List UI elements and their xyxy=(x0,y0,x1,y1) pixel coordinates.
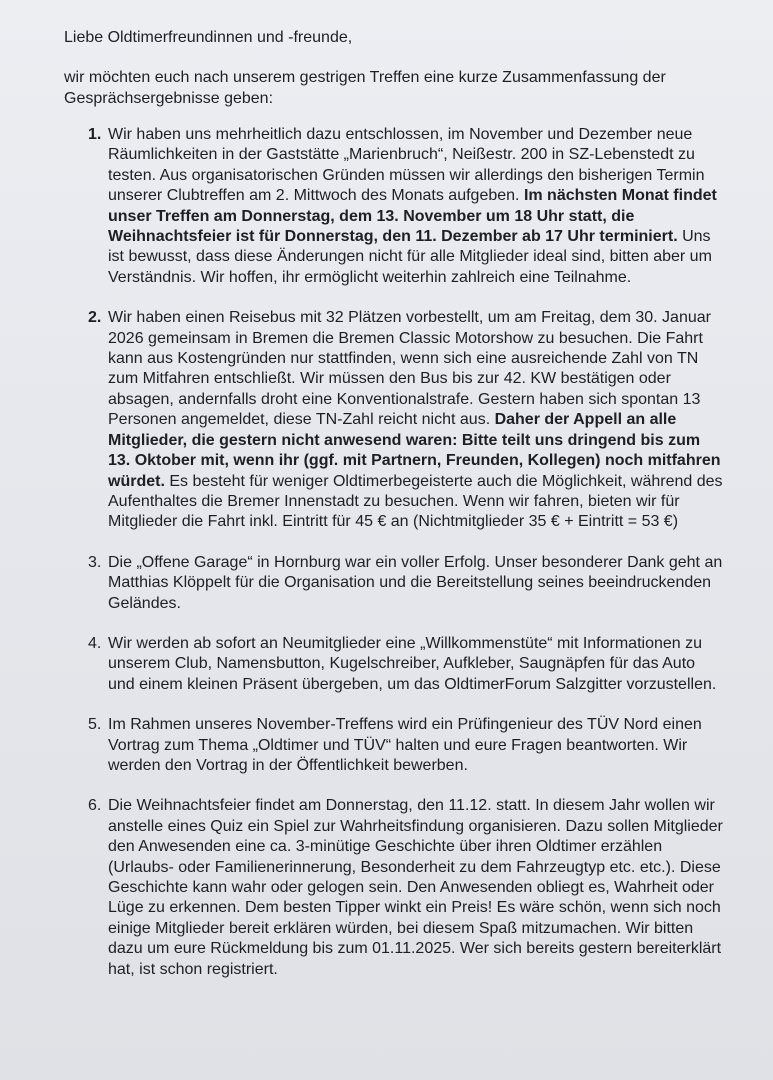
point-number: 4. xyxy=(88,634,102,652)
point-number: 3. xyxy=(88,553,102,571)
point-text-continued: Uns ist bewusst, dass diese Änderungen nicht für alle Mitglieder ideal sind, bitten aber um Verständnis. Wir hoffen, ihr ermöglicht weiterhin zahlreich eine Teilnahme. xyxy=(108,228,712,286)
summary-point-6 xyxy=(64,796,725,980)
summary-point-1 xyxy=(64,125,725,288)
point-number: 6. xyxy=(88,797,102,815)
point-text: Wir werden ab sofort an Neumitglieder eine „Willkommenstüte“ mit Informationen zu unserem Club, Namensbutton, Kugelschreiber, Aufkleber, Saugnäpfen für das Auto und einem kleinen Präsent übergeben, um das OldtimerForum Salzgitter vorzustellen. xyxy=(108,634,717,693)
point-bold-text: Im nächsten Monat findet unser Treffen am Donnerstag, dem 13. November um 18 Uhr statt, die Weihnachtsfeier ist für Donnerstag, den 11. Dezember ab 17 Uhr terminiert. xyxy=(108,187,717,246)
summary-point-2 xyxy=(64,308,725,532)
summary-point-5 xyxy=(64,715,725,776)
letter-greeting: Liebe Oldtimerfreundinnen und -freunde, xyxy=(64,29,353,46)
summary-list xyxy=(64,125,725,980)
point-number: 1. xyxy=(88,126,102,143)
point-number: 2. xyxy=(88,309,102,327)
point-number: 5. xyxy=(88,716,102,734)
point-bold-text: Daher der Appell an alle Mitglieder, die gestern nicht anwesend waren: Bitte teilt uns dringend bis zum 13. Oktober mit, wenn ihr (ggf. mit Partnern, Freunden, Kollegen) noch mitfahren würdet. xyxy=(108,411,721,490)
point-text: Im Rahmen unseres November-Treffens wird ein Prüfingenieur des TÜV Nord einen Vortrag zum Thema „Oldtimer und TÜV“ halten und eure Fragen beantworten. Wir werden den Vortrag in der Öffentlichkeit bewerben. xyxy=(108,716,702,774)
point-text: Die Weihnachtsfeier findet am Donnerstag, den 11.12. statt. In diesem Jahr wollen wir anstelle eines Quiz ein Spiel zur Wahrheitsfindung organisieren. Dazu sollen Mitglieder den Anwesenden eine ca. 3-minütige Geschichte über ihren Oldtimer erzählen (Urlaubs- oder Familienerinnerung, Besonderheit zu dem Fahrzeugtyp etc. etc.). Diese Geschichte kann wahr oder gelogen sein. Den Anwesenden obliegt es, Wahrheit oder Lüge zu erkennen. Dem besten Tipper winkt ein Preis! Es wäre schön, wenn sich noch einige Mitglieder bereit erklären würden, bei diesem Spaß mitzumachen. Wir bitten dazu um eure Rückmeldung bis zum 01.11.2025. Wer sich bereits gestern bereiterklärt hat, ist schon registriert. xyxy=(108,797,723,978)
point-text: Wir haben uns mehrheitlich dazu entschlossen, im November und Dezember neue Räumlichkeiten in der Gaststätte „Marienbruch“, Neißestr. 200 in SZ-Lebenstedt zu testen. Aus organisatorischen Gründen müssen wir allerdings den bisherigen Termin unserer Clubtreffen am 2. Mittwoch des Monats aufgeben. xyxy=(108,126,705,205)
point-text: Die „Offene Garage“ in Hornburg war ein voller Erfolg. Unser besonderer Dank geht an Matthias Klöppelt für die Organisation und die Bereitstellung seines beeindruckenden Geländes. xyxy=(108,553,723,612)
summary-point-3 xyxy=(64,553,725,614)
point-text-continued: Es besteht für weniger Oldtimerbegeisterte auch die Möglichkeit, während des Aufenthaltes die Bremer Innenstadt zu besuchen. Wenn wir fahren, bieten wir für Mitglieder die Fahrt inkl. Eintritt für 45 € an (Nichtmitglieder 35 € + Eintritt = 53 €) xyxy=(108,472,723,531)
letter-intro: wir möchten euch nach unserem gestrigen Treffen eine kurze Zusammenfassung der Gesprächsergebnisse geben: xyxy=(64,69,666,107)
summary-point-4 xyxy=(64,634,725,695)
point-text: Wir haben einen Reisebus mit 32 Plätzen vorbestellt, um am Freitag, dem 30. Januar 2026 gemeinsam in Bremen die Bremen Classic Motorshow zu besuchen. Die Fahrt kann aus Kostengründen nur stattfinden, wenn sich eine ausreichende Zahl von TN zum Mitfahren entschließt. Wir müssen den Bus bis zur 42. KW bestätigen oder absagen, andernfalls droht eine Konventionalstrafe. Gestern haben sich spontan 13 Personen angemeldet, diese TN-Zahl reicht nicht aus. xyxy=(108,309,711,429)
